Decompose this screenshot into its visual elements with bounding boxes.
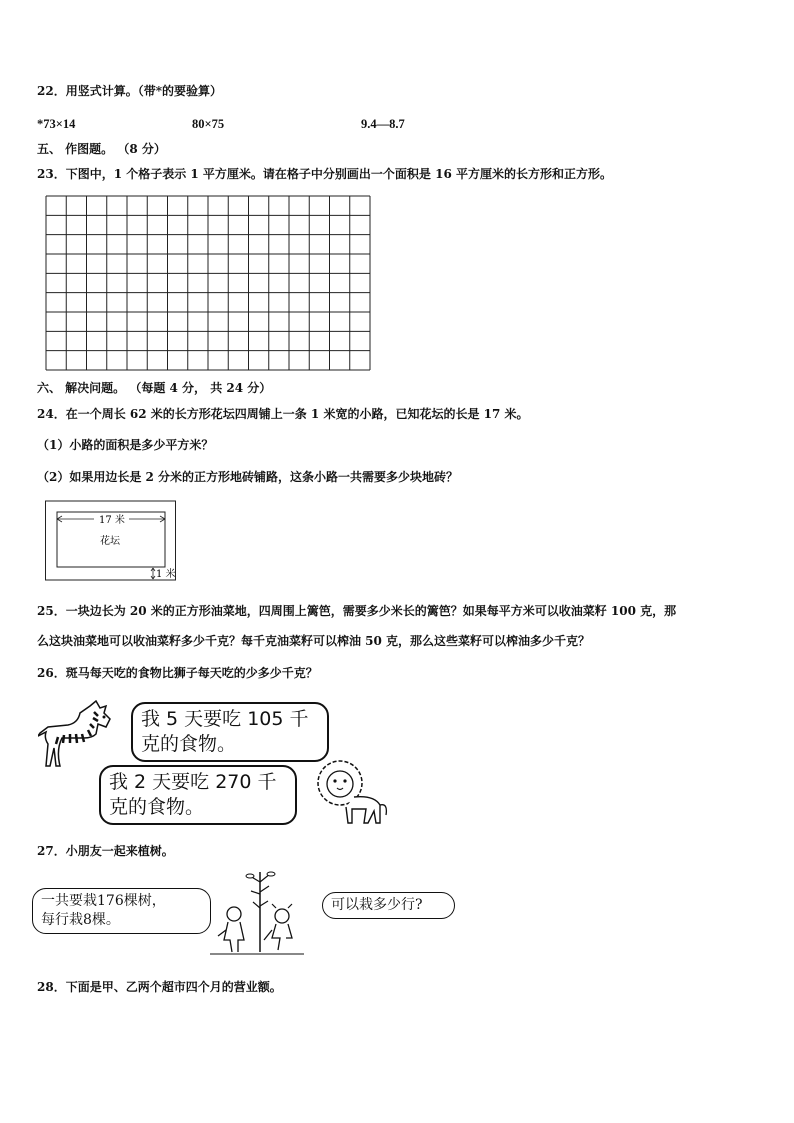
lion-speech-line-2: 克的食物。 <box>109 796 205 818</box>
tree-count-speech-bubble <box>32 888 211 934</box>
section-5-heading: 五、 作图题。 （8 分） <box>37 142 166 156</box>
q24-text: 24．在一个周长 62 米的长方形花坛四周铺上一条 1 米宽的小路，已知花坛的长是 17 米。 <box>37 407 529 421</box>
q24-sub-2: （2）如果用边长是 2 分米的正方形地砖铺路，这条小路一共需要多少块地砖？ <box>37 470 459 484</box>
q23-text: 23．下图中，1 个格子表示 1 平方厘米。请在格子中分别画出一个面积是 16 平方厘米的长方形和正方形。 <box>37 167 612 181</box>
section-6-heading: 六、 解决问题。 （每题 4 分， 共 24 分） <box>37 381 272 395</box>
q24-sub-1: （1）小路的面积是多少平方米？ <box>37 438 214 452</box>
lion-speech-bubble <box>99 765 297 825</box>
length-label: 17 米 <box>99 515 125 526</box>
q27-text: 27．小朋友一起来植树。 <box>37 844 174 858</box>
zebra-speech-line-2: 克的食物。 <box>141 733 237 755</box>
q25-line-2: 么这块油菜地可以收油菜籽多少千克？每千克油菜籽可以榨油 50 克，那么这些菜籽可以榨油多少千克？ <box>37 634 591 648</box>
square-grid <box>45 195 371 371</box>
zebra-speech-line-1: 我 5 天要吃 105 千 <box>141 708 309 730</box>
zebra-speech-bubble <box>131 702 329 762</box>
q22-calc-1: *73×14 <box>37 117 76 131</box>
q22-title: 22．用竖式计算。（带*的要验算） <box>37 84 222 98</box>
garden-figure <box>45 498 183 582</box>
tree-count-line-1: 一共要栽176棵树， <box>41 893 166 909</box>
q26-text: 26．斑马每天吃的食物比狮子每天吃的少多少千克？ <box>37 666 318 680</box>
q28-text: 28．下面是甲、乙两个超市四个月的营业额。 <box>37 980 282 994</box>
q22-calc-3: 9.4—8.7 <box>361 117 405 131</box>
q22-calc-2: 80×75 <box>192 117 225 131</box>
garden-label: 花坛 <box>100 536 120 547</box>
lion-icon <box>314 757 392 829</box>
rows-question-speech-bubble <box>322 892 455 919</box>
lion-speech-line-1: 我 2 天要吃 270 千 <box>109 771 277 793</box>
children-planting-tree-icon <box>208 868 306 960</box>
q25-line-1: 25．一块边长为 20 米的正方形油菜地，四周围上篱笆，需要多少米长的篱笆？如果每平方米可以收油菜籽 100 克，那 <box>37 604 677 618</box>
width-label: 1 米 <box>156 569 176 580</box>
tree-count-line-2: 每行栽8棵。 <box>41 912 120 928</box>
rows-question-text: 可以栽多少行? <box>331 897 423 913</box>
